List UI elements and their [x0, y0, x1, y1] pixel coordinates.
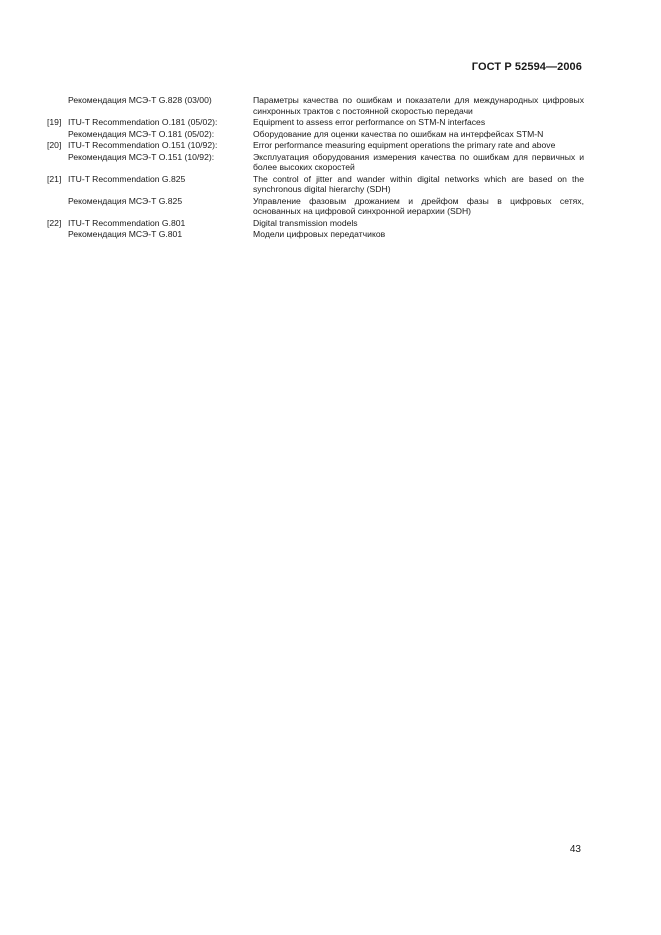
reference-title: Оборудование для оценки качества по ошибкам на интерфейсах STM-N [253, 128, 544, 139]
reference-entry [47, 117, 584, 128]
reference-number: [20] [47, 140, 62, 151]
reference-number [47, 95, 68, 116]
reference-number: [22] [47, 217, 62, 228]
reference-entry [47, 218, 584, 229]
reference-entry [47, 95, 584, 116]
reference-source: ITU-T Recommendation G.825 [68, 173, 186, 184]
reference-source: Рекомендация МСЭ-Т G.828 (03/00) [68, 95, 212, 105]
reference-number: [21] [47, 173, 62, 184]
reference-entry [47, 129, 584, 140]
reference-source: Рекомендация МСЭ-Т O.151 (10/92): [68, 151, 215, 162]
reference-number [47, 152, 68, 173]
reference-title: Error performance measuring equipment operations the primary rate and above [253, 140, 556, 151]
reference-title: Equipment to assess error performance on STM-N interfaces [253, 117, 486, 128]
reference-source: Рекомендация МСЭ-Т G.825 [68, 195, 183, 206]
reference-list [47, 95, 584, 241]
reference-entry [47, 140, 584, 151]
reference-number [47, 196, 68, 217]
reference-source: ITU-T Recommendation O.151 (10/92): [68, 140, 218, 151]
reference-source: Рекомендация МСЭ-Т O.181 (05/02): [68, 128, 215, 139]
reference-entry [47, 229, 584, 240]
reference-number [47, 229, 68, 240]
reference-source: ITU-T Recommendation O.181 (05/02): [68, 117, 218, 128]
reference-entry [47, 196, 584, 217]
page-number: 43 [569, 844, 581, 855]
reference-title: The control of jitter and wander within digital networks which are based on the synchronous digital hierarchy (SDH) [253, 173, 584, 195]
reference-title: Digital transmission models [253, 217, 358, 228]
reference-title: Эксплуатация оборудования измерения качества по ошибкам для первичных и более высоких скоростей [253, 151, 584, 173]
reference-title: Модели цифровых передатчиков [253, 229, 386, 240]
reference-title: Управление фазовым дрожанием и дрейфом фазы в цифровых сетях, основанных на цифровой синхронной иерархии (SDH) [253, 195, 584, 217]
reference-source: Рекомендация МСЭ-Т G.801 [68, 229, 183, 240]
reference-entry [47, 152, 584, 173]
reference-title: Параметры качества по ошибкам и показатели для международных цифровых синхронных трактов с постоянной скоростью передачи [253, 95, 584, 116]
reference-number: [19] [47, 117, 62, 128]
reference-entry [47, 174, 584, 195]
reference-number [47, 129, 68, 140]
reference-source: ITU-T Recommendation G.801 [68, 217, 186, 228]
document-code: ГОСТ Р 52594—2006 [471, 61, 582, 73]
